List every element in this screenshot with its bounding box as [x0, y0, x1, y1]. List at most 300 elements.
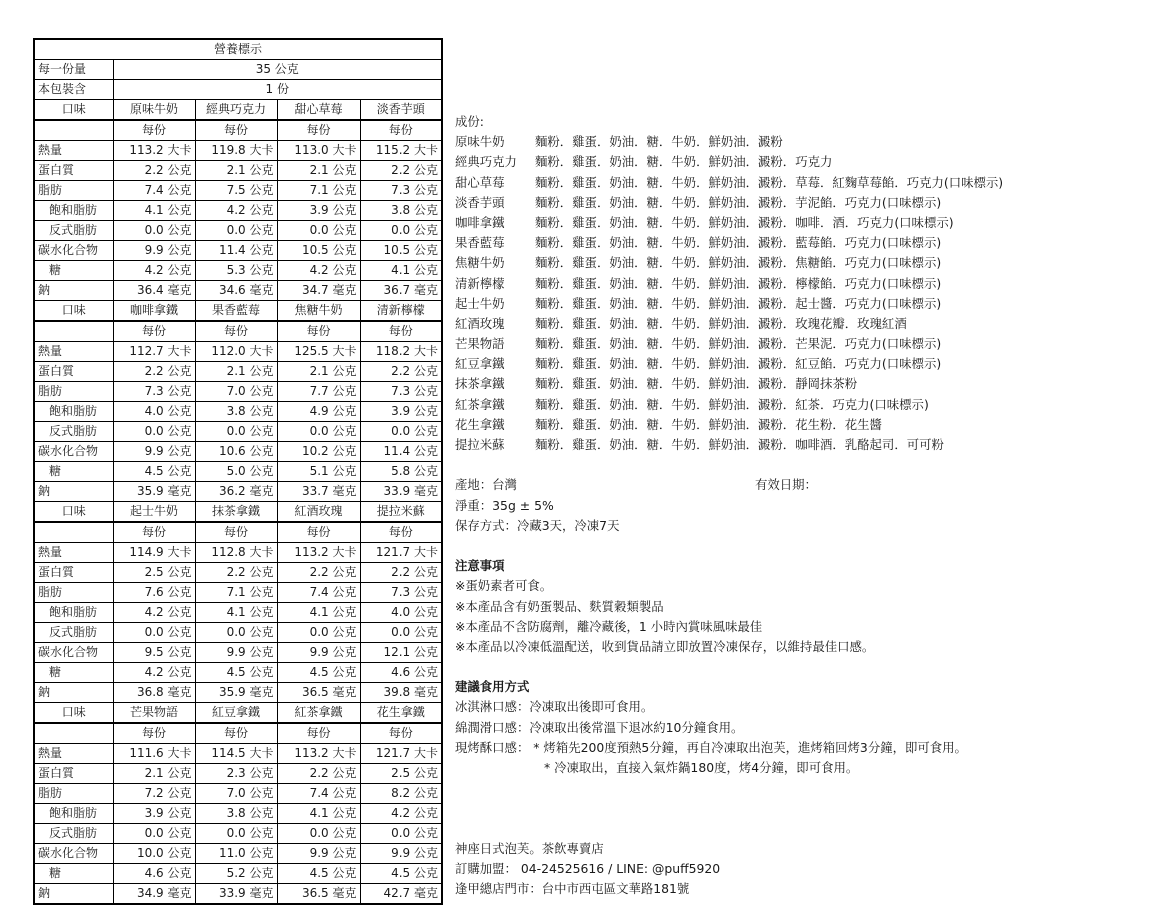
nutrient-value: 4.5 公克 [360, 864, 442, 884]
flavor-header-label: 口味 [34, 100, 113, 121]
nutrient-label-trans-fat: 反式脂肪 [34, 824, 113, 844]
nutrient-value: 9.9 公克 [195, 643, 277, 663]
ingredient-flavor: 抹茶拿鐵 [455, 376, 505, 392]
ingredient-line [455, 354, 1145, 374]
nutrient-value: 115.2 大卡 [360, 141, 442, 161]
flavor-name: 甜心草莓 [277, 100, 360, 121]
nutrient-value: 2.1 公克 [113, 764, 195, 784]
nutrient-value: 4.2 公克 [113, 603, 195, 623]
nutrient-value: 0.0 公克 [195, 422, 277, 442]
blank-line [455, 536, 1145, 556]
per-serving-label: 每份 [360, 723, 442, 744]
ingredient-text: 麵粉．雞蛋．奶油．糖．牛奶．鮮奶油．澱粉．巧克力 [535, 154, 833, 170]
nutrient-label-sodium: 鈉 [34, 281, 113, 301]
nutrient-label-sodium: 鈉 [34, 884, 113, 905]
nutrient-value: 10.0 公克 [113, 844, 195, 864]
nutrient-value: 9.5 公克 [113, 643, 195, 663]
nutrient-row-sugar [34, 462, 442, 482]
nutrient-row-saturated-fat [34, 201, 442, 221]
serving-size-label: 每一份量 [34, 60, 113, 80]
flavor-name: 提拉米蘇 [360, 502, 442, 523]
nutrient-value: 5.0 公克 [195, 462, 277, 482]
ingredient-line [455, 132, 1145, 152]
ingredient-text: 麵粉．雞蛋．奶油．糖．牛奶．鮮奶油．澱粉．花生粉．花生醬 [535, 416, 882, 432]
nutrient-value: 2.1 公克 [277, 362, 360, 382]
blank-line [455, 455, 1145, 475]
nutrient-row-carbohydrate [34, 643, 442, 663]
nutrient-value: 114.5 大卡 [195, 744, 277, 764]
nutrient-value: 8.2 公克 [360, 784, 442, 804]
ingredients-heading: 成份: [455, 114, 484, 129]
nutrient-label-fat: 脂肪 [34, 382, 113, 402]
storage-text: 保存方式：冷藏3天，冷凍7天 [455, 517, 620, 533]
ingredient-flavor: 紅酒玫瑰 [455, 315, 505, 331]
nutrient-label-fat: 脂肪 [34, 784, 113, 804]
nutrient-value: 10.5 公克 [360, 241, 442, 261]
net-weight-text: 淨重：35g ± 5% [455, 497, 554, 513]
nutrient-label-saturated-fat: 飽和脂肪 [34, 603, 113, 623]
nutrient-value: 7.6 公克 [113, 583, 195, 603]
per-serving-label: 每份 [113, 522, 195, 543]
nutrient-label-carbohydrate: 碳水化合物 [34, 442, 113, 462]
ingredient-text: 麵粉．雞蛋．奶油．糖．牛奶．鮮奶油．澱粉．芒果泥．巧克力(口味標示) [535, 336, 942, 352]
flavor-name: 咖啡拿鐵 [113, 301, 195, 322]
per-serving-label: 每份 [360, 120, 442, 141]
flavor-name: 經典巧克力 [195, 100, 277, 121]
ingredient-line [455, 213, 1145, 233]
per-serving-label: 每份 [360, 522, 442, 543]
nutrient-value: 7.3 公克 [360, 583, 442, 603]
flavor-header-label: 口味 [34, 301, 113, 322]
per-serving-label: 每份 [195, 120, 277, 141]
nutrient-row-protein [34, 563, 442, 583]
notes-heading: 注意事項 [455, 558, 505, 574]
per-serving-label: 每份 [113, 723, 195, 744]
nutrient-value: 0.0 公克 [277, 623, 360, 643]
flavor-name: 紅酒玫瑰 [277, 502, 360, 523]
ingredient-flavor: 芒果物語 [455, 336, 505, 352]
nutrient-value: 2.1 公克 [195, 362, 277, 382]
nutrient-value: 2.1 公克 [277, 161, 360, 181]
serving-item: 現烤酥口感： * 烤箱先200度預熱5分鐘，再自冷凍取出泡芙，進烤箱回烤3分鐘，即可食用。 [455, 739, 967, 755]
per-serving-label: 每份 [195, 522, 277, 543]
flavor-row [34, 502, 442, 523]
nutrient-row-fat [34, 583, 442, 603]
nutrient-value: 2.2 公克 [360, 563, 442, 583]
nutrient-value: 0.0 公克 [360, 824, 442, 844]
nutrient-value: 2.2 公克 [113, 362, 195, 382]
nutrient-row-sodium [34, 683, 442, 703]
flavor-row [34, 703, 442, 724]
ingredient-flavor: 淡香芋頭 [455, 194, 505, 210]
nutrient-label-sugar: 糖 [34, 663, 113, 683]
blank-cell [34, 120, 113, 141]
blank-cell [34, 321, 113, 342]
flavor-name: 果香藍莓 [195, 301, 277, 322]
ingredient-text: 麵粉．雞蛋．奶油．糖．牛奶．鮮奶油．澱粉．紅茶．巧克力(口味標示) [535, 396, 929, 412]
nutrient-row-protein [34, 764, 442, 784]
nutrient-value: 36.8 毫克 [113, 683, 195, 703]
nutrient-value: 4.0 公克 [360, 603, 442, 623]
flavor-header-label: 口味 [34, 703, 113, 724]
nutrient-row-sugar [34, 864, 442, 884]
flavor-row [34, 301, 442, 322]
per-serving-row [34, 120, 442, 141]
nutrient-label-fat: 脂肪 [34, 181, 113, 201]
nutrient-row-carbohydrate [34, 844, 442, 864]
nutrient-value: 0.0 公克 [277, 422, 360, 442]
ingredient-text: 麵粉．雞蛋．奶油．糖．牛奶．鮮奶油．澱粉．玫瑰花瓣．玫瑰紅酒 [535, 315, 907, 331]
nutrient-value: 4.1 公克 [113, 201, 195, 221]
nutrient-row-calories [34, 744, 442, 764]
nutrient-value: 4.2 公克 [277, 261, 360, 281]
nutrient-value: 113.2 大卡 [277, 744, 360, 764]
note-item: ※本產品以冷凍低溫配送，收到貨品請立即放置冷凍保存，以維持最佳口感。 [455, 638, 875, 654]
nutrient-value: 0.0 公克 [195, 824, 277, 844]
serving-item: * 冷凍取出，直接入氣炸鍋180度，烤4分鐘，即可食用。 [544, 760, 859, 775]
store-address: 逢甲總店門市：台中市西屯區文華路181號 [455, 881, 690, 897]
nutrient-value: 113.0 大卡 [277, 141, 360, 161]
nutrition-table [33, 38, 443, 905]
nutrient-label-protein: 蛋白質 [34, 161, 113, 181]
nutrient-value: 114.9 大卡 [113, 543, 195, 563]
nutrient-value: 125.5 大卡 [277, 342, 360, 362]
nutrient-row-sugar [34, 261, 442, 281]
nutrient-row-calories [34, 141, 442, 161]
nutrient-value: 2.2 公克 [277, 563, 360, 583]
nutrient-value: 3.9 公克 [277, 201, 360, 221]
ingredient-flavor: 提拉米蘇 [455, 437, 505, 452]
nutrient-value: 4.1 公克 [277, 603, 360, 623]
nutrient-value: 36.2 毫克 [195, 482, 277, 502]
nutrient-value: 12.1 公克 [360, 643, 442, 663]
nutrient-label-saturated-fat: 飽和脂肪 [34, 201, 113, 221]
nutrient-value: 118.2 大卡 [360, 342, 442, 362]
nutrient-value: 4.6 公克 [113, 864, 195, 884]
nutrient-value: 7.1 公克 [195, 583, 277, 603]
nutrient-value: 112.8 大卡 [195, 543, 277, 563]
nutrient-value: 4.1 公克 [360, 261, 442, 281]
nutrient-value: 10.2 公克 [277, 442, 360, 462]
nutrient-label-sugar: 糖 [34, 462, 113, 482]
serving-size-value: 35 公克 [113, 60, 442, 80]
nutrient-row-protein [34, 161, 442, 181]
nutrient-value: 9.9 公克 [360, 844, 442, 864]
blank-line [455, 778, 1145, 798]
per-serving-row [34, 321, 442, 342]
ingredient-text: 麵粉．雞蛋．奶油．糖．牛奶．鮮奶油．澱粉．咖啡酒．乳酪起司．可可粉 [535, 437, 944, 452]
flavor-name: 焦糖牛奶 [277, 301, 360, 322]
nutrient-row-sodium [34, 884, 442, 905]
nutrient-value: 4.2 公克 [113, 663, 195, 683]
nutrient-value: 7.3 公克 [360, 181, 442, 201]
nutrient-label-calories: 熱量 [34, 342, 113, 362]
per-serving-label: 每份 [277, 723, 360, 744]
nutrient-value: 7.3 公克 [360, 382, 442, 402]
nutrient-value: 9.9 公克 [113, 442, 195, 462]
flavor-name: 花生拿鐵 [360, 703, 442, 724]
nutrient-value: 7.0 公克 [195, 382, 277, 402]
nutrient-value: 2.2 公克 [195, 563, 277, 583]
nutrient-value: 2.2 公克 [360, 161, 442, 181]
nutrient-value: 39.8 毫克 [360, 683, 442, 703]
nutrient-row-carbohydrate [34, 241, 442, 261]
nutrient-value: 2.5 公克 [360, 764, 442, 784]
ingredient-text: 麵粉．雞蛋．奶油．糖．牛奶．鮮奶油．澱粉．焦糖餡．巧克力(口味標示) [535, 255, 942, 271]
nutrient-label-sugar: 糖 [34, 864, 113, 884]
nutrient-label-protein: 蛋白質 [34, 362, 113, 382]
nutrient-value: 0.0 公克 [360, 422, 442, 442]
nutrient-value: 113.2 大卡 [113, 141, 195, 161]
servings-per-package-label: 本包裝含 [34, 80, 113, 100]
per-serving-label: 每份 [195, 723, 277, 744]
origin-text: 產地：台灣 [455, 477, 517, 493]
nutrient-value: 3.8 公克 [195, 804, 277, 824]
order-contact: 訂購加盟： 04-24525616 / LINE: @puff5920 [455, 860, 721, 876]
nutrient-label-protein: 蛋白質 [34, 764, 113, 784]
nutrient-value: 9.9 公克 [277, 844, 360, 864]
nutrient-label-calories: 熱量 [34, 543, 113, 563]
nutrient-value: 42.7 毫克 [360, 884, 442, 905]
per-serving-label: 每份 [113, 120, 195, 141]
flavor-name: 淡香芋頭 [360, 100, 442, 121]
nutrient-value: 33.9 毫克 [360, 482, 442, 502]
flavor-name: 紅豆拿鐵 [195, 703, 277, 724]
nutrient-value: 36.5 毫克 [277, 884, 360, 905]
per-serving-row [34, 723, 442, 744]
ingredient-text: 麵粉．雞蛋．奶油．糖．牛奶．鮮奶油．澱粉．紅豆餡．巧克力(口味標示) [535, 356, 942, 372]
nutrient-value: 9.9 公克 [277, 643, 360, 663]
nutrient-value: 34.6 毫克 [195, 281, 277, 301]
nutrient-label-carbohydrate: 碳水化合物 [34, 643, 113, 663]
nutrient-value: 11.4 公克 [195, 241, 277, 261]
nutrient-value: 0.0 公克 [113, 824, 195, 844]
nutrient-value: 7.2 公克 [113, 784, 195, 804]
nutrient-value: 9.9 公克 [113, 241, 195, 261]
nutrient-row-sodium [34, 281, 442, 301]
ingredient-flavor: 焦糖牛奶 [455, 255, 505, 271]
nutrient-row-trans-fat [34, 824, 442, 844]
flavor-name: 起士牛奶 [113, 502, 195, 523]
nutrient-value: 7.5 公克 [195, 181, 277, 201]
nutrient-row-fat [34, 784, 442, 804]
nutrient-row-saturated-fat [34, 603, 442, 623]
nutrient-value: 2.2 公克 [113, 161, 195, 181]
nutrient-label-fat: 脂肪 [34, 583, 113, 603]
flavor-name: 抹茶拿鐵 [195, 502, 277, 523]
nutrient-value: 4.2 公克 [195, 201, 277, 221]
nutrient-label-trans-fat: 反式脂肪 [34, 221, 113, 241]
nutrient-value: 2.2 公克 [360, 362, 442, 382]
nutrient-value: 35.9 毫克 [113, 482, 195, 502]
nutrient-value: 3.9 公克 [360, 402, 442, 422]
nutrition-table-body [34, 39, 442, 904]
nutrient-value: 4.5 公克 [113, 462, 195, 482]
nutrient-label-carbohydrate: 碳水化合物 [34, 241, 113, 261]
flavor-name: 芒果物語 [113, 703, 195, 724]
nutrient-value: 0.0 公克 [277, 824, 360, 844]
ingredient-flavor: 咖啡拿鐵 [455, 214, 505, 230]
per-serving-label: 每份 [360, 321, 442, 342]
nutrient-value: 33.9 毫克 [195, 884, 277, 905]
nutrient-value: 10.5 公克 [277, 241, 360, 261]
ingredient-line [455, 274, 1145, 294]
note-item: ※本產品含有奶蛋製品、麩質穀類製品 [455, 598, 664, 614]
per-serving-label: 每份 [277, 522, 360, 543]
nutrient-value: 11.4 公克 [360, 442, 442, 462]
per-serving-label: 每份 [277, 120, 360, 141]
nutrient-row-sugar [34, 663, 442, 683]
blank-line [455, 657, 1145, 677]
flavor-row [34, 100, 442, 121]
nutrient-value: 34.9 毫克 [113, 884, 195, 905]
nutrient-value: 7.0 公克 [195, 784, 277, 804]
nutrient-value: 121.7 大卡 [360, 744, 442, 764]
nutrient-value: 7.4 公克 [277, 784, 360, 804]
flavor-name: 紅茶拿鐵 [277, 703, 360, 724]
nutrient-value: 7.4 公克 [113, 181, 195, 201]
nutrient-value: 3.8 公克 [360, 201, 442, 221]
ingredient-flavor: 花生拿鐵 [455, 416, 505, 432]
ingredient-line [455, 415, 1145, 435]
nutrient-row-calories [34, 543, 442, 563]
nutrient-value: 112.7 大卡 [113, 342, 195, 362]
nutrient-value: 10.6 公克 [195, 442, 277, 462]
blank-line [455, 798, 1145, 818]
serving-item: 綿潤滑口感：冷凍取出後常溫下退冰約10分鐘食用。 [455, 719, 744, 735]
nutrient-value: 0.0 公克 [277, 221, 360, 241]
ingredient-line [455, 152, 1145, 172]
nutrient-value: 0.0 公克 [195, 221, 277, 241]
ingredient-line [455, 334, 1145, 354]
nutrient-value: 111.6 大卡 [113, 744, 195, 764]
nutrient-value: 5.2 公克 [195, 864, 277, 884]
nutrient-value: 4.6 公克 [360, 663, 442, 683]
nutrient-value: 11.0 公克 [195, 844, 277, 864]
nutrient-value: 3.9 公克 [113, 804, 195, 824]
nutrient-label-carbohydrate: 碳水化合物 [34, 844, 113, 864]
servings-per-package-value: 1 份 [113, 80, 442, 100]
nutrient-value: 33.7 毫克 [277, 482, 360, 502]
nutrient-value: 5.3 公克 [195, 261, 277, 281]
ingredient-line [455, 173, 1145, 193]
nutrient-value: 2.5 公克 [113, 563, 195, 583]
nutrient-row-carbohydrate [34, 442, 442, 462]
nutrient-row-trans-fat [34, 623, 442, 643]
ingredient-line [455, 233, 1145, 253]
per-serving-label: 每份 [195, 321, 277, 342]
nutrient-value: 5.8 公克 [360, 462, 442, 482]
nutrient-value: 0.0 公克 [113, 221, 195, 241]
nutrient-row-saturated-fat [34, 804, 442, 824]
nutrient-value: 7.1 公克 [277, 181, 360, 201]
nutrient-label-trans-fat: 反式脂肪 [34, 623, 113, 643]
ingredient-text: 麵粉．雞蛋．奶油．糖．牛奶．鮮奶油．澱粉．草莓．紅麴草莓餡．巧克力(口味標示) [535, 174, 1004, 190]
nutrient-row-fat [34, 382, 442, 402]
nutrient-value: 36.7 毫克 [360, 281, 442, 301]
ingredient-text: 麵粉．雞蛋．奶油．糖．牛奶．鮮奶油．澱粉 [535, 134, 783, 150]
nutrient-value: 5.1 公克 [277, 462, 360, 482]
ingredient-flavor: 起士牛奶 [455, 295, 505, 311]
ingredient-flavor: 紅茶拿鐵 [455, 396, 505, 412]
nutrient-value: 4.2 公克 [113, 261, 195, 281]
ingredient-text: 麵粉．雞蛋．奶油．糖．牛奶．鮮奶油．澱粉．起士醬．巧克力(口味標示) [535, 295, 942, 311]
ingredient-flavor: 紅豆拿鐵 [455, 356, 505, 372]
note-item: ※蛋奶素者可食。 [455, 578, 553, 594]
nutrient-label-saturated-fat: 飽和脂肪 [34, 402, 113, 422]
nutrient-label-calories: 熱量 [34, 141, 113, 161]
ingredient-text: 麵粉．雞蛋．奶油．糖．牛奶．鮮奶油．澱粉．咖啡．酒．巧克力(口味標示) [535, 214, 954, 230]
per-serving-label: 每份 [113, 321, 195, 342]
nutrient-value: 121.7 大卡 [360, 543, 442, 563]
nutrient-label-calories: 熱量 [34, 744, 113, 764]
nutrient-value: 4.9 公克 [277, 402, 360, 422]
flavor-name: 清新檸檬 [360, 301, 442, 322]
nutrient-label-sugar: 糖 [34, 261, 113, 281]
ingredient-line [455, 395, 1145, 415]
nutrient-row-saturated-fat [34, 402, 442, 422]
nutrient-value: 4.0 公克 [113, 402, 195, 422]
origin-line [455, 475, 1145, 495]
ingredient-text: 麵粉．雞蛋．奶油．糖．牛奶．鮮奶油．澱粉．檸檬餡．巧克力(口味標示) [535, 275, 942, 291]
ingredient-line [455, 314, 1145, 334]
nutrient-label-sodium: 鈉 [34, 683, 113, 703]
nutrient-value: 112.0 大卡 [195, 342, 277, 362]
nutrient-label-protein: 蛋白質 [34, 563, 113, 583]
nutrient-value: 113.2 大卡 [277, 543, 360, 563]
nutrient-value: 119.8 大卡 [195, 141, 277, 161]
ingredient-flavor: 原味牛奶 [455, 134, 505, 150]
nutrient-value: 0.0 公克 [195, 623, 277, 643]
nutrient-value: 34.7 毫克 [277, 281, 360, 301]
nutrient-value: 4.5 公克 [195, 663, 277, 683]
nutrient-label-sodium: 鈉 [34, 482, 113, 502]
nutrient-value: 4.1 公克 [195, 603, 277, 623]
ingredient-line [455, 435, 1145, 455]
ingredient-text: 麵粉．雞蛋．奶油．糖．牛奶．鮮奶油．澱粉．靜岡抹茶粉 [535, 376, 858, 392]
nutrient-row-trans-fat [34, 422, 442, 442]
nutrient-row-fat [34, 181, 442, 201]
ingredients-list [455, 132, 1145, 455]
nutrient-value: 7.3 公克 [113, 382, 195, 402]
info-panel [455, 112, 1145, 899]
nutrient-row-trans-fat [34, 221, 442, 241]
serving-item: 冰淇淋口感：冷凍取出後即可食用。 [455, 699, 654, 715]
flavor-header-label: 口味 [34, 502, 113, 523]
ingredient-line [455, 374, 1145, 394]
nutrient-value: 4.5 公克 [277, 864, 360, 884]
ingredient-flavor: 清新檸檬 [455, 275, 505, 291]
nutrient-value: 3.8 公克 [195, 402, 277, 422]
expiry-text: 有效日期： [755, 477, 817, 493]
nutrient-value: 2.1 公克 [195, 161, 277, 181]
nutrient-value: 4.5 公克 [277, 663, 360, 683]
blank-cell [34, 723, 113, 744]
blank-line [455, 819, 1145, 839]
ingredient-line [455, 253, 1145, 273]
per-serving-label: 每份 [277, 321, 360, 342]
nutrient-value: 0.0 公克 [360, 623, 442, 643]
nutrient-row-sodium [34, 482, 442, 502]
nutrient-label-saturated-fat: 飽和脂肪 [34, 804, 113, 824]
ingredient-line [455, 294, 1145, 314]
ingredient-flavor: 甜心草莓 [455, 174, 505, 190]
serving-heading: 建議食用方式 [455, 679, 530, 695]
ingredient-text: 麵粉．雞蛋．奶油．糖．牛奶．鮮奶油．澱粉．藍莓餡．巧克力(口味標示) [535, 235, 942, 251]
nutrient-row-protein [34, 362, 442, 382]
per-serving-row [34, 522, 442, 543]
ingredient-flavor: 果香藍莓 [455, 235, 505, 251]
